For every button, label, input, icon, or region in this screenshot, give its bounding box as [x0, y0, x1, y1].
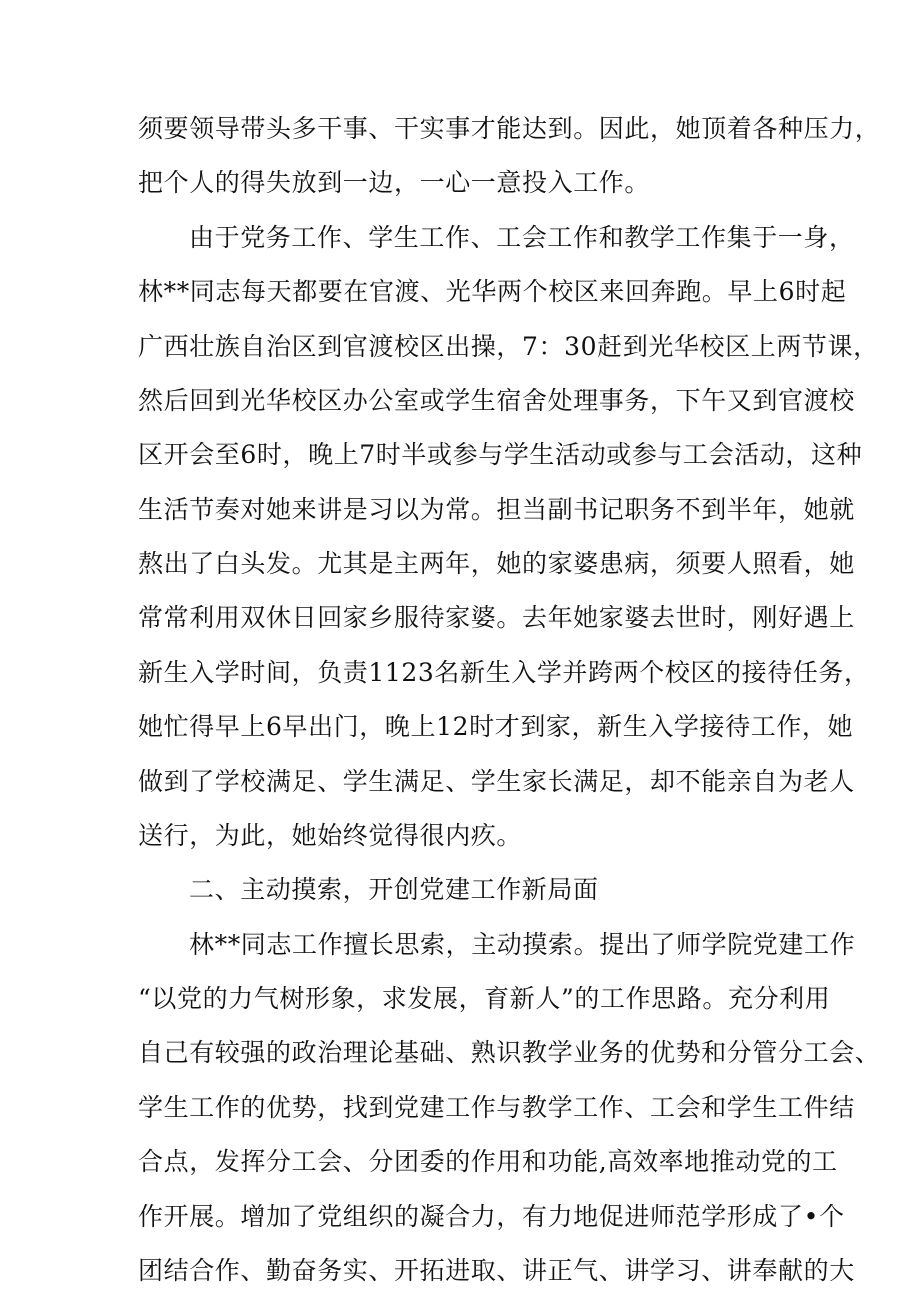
text-line: 熬出了白头发。尤其是主两年，她的家婆患病，须要人照看，她 — [138, 549, 855, 578]
text-line: 做到了学校满足、学生满足、学生家长满足，却不能亲自为老人 — [138, 767, 855, 796]
text-line: 学生工作的优势，找到党建工作与教学工作、工会和学生工件结 — [138, 1093, 855, 1122]
text-line: 区开会至6时，晚上7时半或参与学生活动或参与工会活动，这种 — [138, 440, 863, 469]
text-line: 林**同志每天都要在官渡、光华两个校区来回奔跑。早上6时起 — [138, 277, 847, 306]
text-line: 她忙得早上6早出门，晚上12时才到家，新生入学接待工作，她 — [138, 712, 854, 741]
text-line: 生活节奏对她来讲是习以为常。担当副书记职务不到半年，她就 — [138, 495, 855, 524]
text-line: “以党的力气树形象，求发展，育新人”的工作思路。充分利用 — [138, 984, 831, 1013]
text-line: 须要领导带头多干事、干实事才能达到。因此，她顶着各种压力， — [138, 114, 881, 143]
text-line: 新生入学时间，负责1123名新生入学并跨两个校区的接待任务， — [138, 658, 870, 687]
section-heading: 二、主动摸索，开创党建工作新局面 — [189, 875, 599, 904]
text-line: 自己有较强的政治理论基础、熟识教学业务的优势和分管分工会、 — [138, 1038, 881, 1067]
text-line: 林**同志工作擅长思索，主动摸索。提出了师学院党建工作 — [189, 930, 856, 959]
text-line: 作开展。增加了党组织的凝合力，有力地促进师范学形成了•个 — [138, 1202, 845, 1231]
text-line: 广西壮族自治区到官渡校区出操，7：30赶到光华校区上两节课， — [138, 332, 879, 361]
text-line: 由于党务工作、学生工作、工会工作和教学工作集于一身， — [189, 223, 855, 252]
text-line: 团结合作、勤奋务实、开拓进取、讲正气、讲学习、讲奉献的大 — [138, 1256, 855, 1285]
text-line: 然后回到光华校区办公室或学生宿舍处理事务，下午又到官渡校 — [138, 386, 855, 415]
text-line: 把个人的得失放到一边，一心一意投入工作。 — [138, 168, 651, 197]
text-line: 常常利用双休日回家乡服待家婆。去年她家婆去世时，刚好遇上 — [138, 603, 855, 632]
text-line: 送行，为此，她始终觉得很内疚。 — [138, 821, 523, 850]
text-line: 合点，发挥分工会、分团委的作用和功能,高效率地推动党的工 — [138, 1147, 838, 1176]
